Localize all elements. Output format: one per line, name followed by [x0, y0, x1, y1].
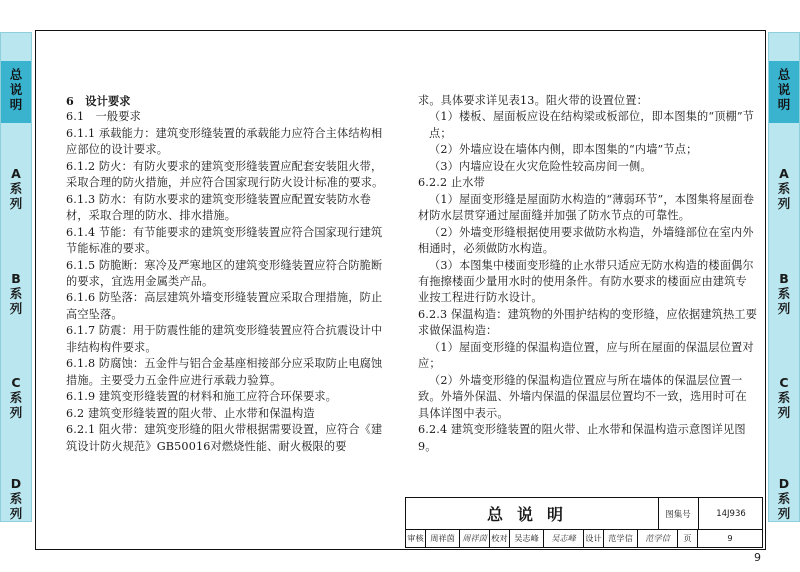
paragraph: 6.1.1 承载能力：建筑变形缝装置的承载能力应符合主体结构相应部位的设计要求。 — [66, 126, 383, 157]
design-label: 设计 — [584, 529, 604, 547]
signature-row — [406, 529, 762, 547]
paragraph: 6.1.9 建筑变形缝装置的材料和施工应符合环保要求。 — [66, 390, 338, 404]
paragraph: （1）屋面变形缝的保温构造位置，应与所在屋面的保温层位置对应； — [418, 340, 754, 371]
left-text-column — [66, 93, 389, 455]
atlas-number: 14J936 — [716, 508, 746, 519]
check-label: 校对 — [490, 529, 510, 547]
paragraph: （2）外墙应设在墙体内侧，即本图集的“内墙”节点； — [429, 143, 698, 157]
paragraph: 6.2.1 阻火带：建筑变形缝的阻火带根据需要设置，应符合《建筑设计防火规范》GB50016对燃烧性能、耐火极限的要 — [66, 423, 383, 453]
paragraph: 6.1 一般要求 — [66, 110, 141, 124]
paragraph: 6.2 建筑变形缝装置的阻火带、止水带和保温构造 — [66, 406, 315, 420]
paragraph: 求。具体要求详见表13。阻火带的设置位置： — [418, 94, 648, 107]
tab-series-a-right[interactable]: A 系 列 — [777, 166, 791, 211]
atlas-number-label: 图集号 — [658, 498, 699, 529]
checker-signature: 吴志峰 — [544, 529, 584, 547]
paragraph: 6.1.2 防火：有防火要求的建筑变形缝装置应配套安装阻火带，采取合理的防火措施，并应符合国家现行防火设计标准的要求。 — [66, 159, 384, 190]
sidebar-right — [768, 32, 800, 522]
paragraph: （1）楼板、屋面板应设在结构梁或板部位，即本图集的“顶棚”节点； — [429, 110, 755, 140]
tab-general-notes-right[interactable]: 总 说 明 — [769, 61, 799, 123]
designer-signature: 范学信 — [638, 529, 678, 547]
page-value: 9 — [727, 533, 733, 543]
checker-name: 吴志峰 — [510, 529, 544, 547]
tab-series-c-right[interactable]: C 系 列 — [777, 375, 791, 420]
page-label: 页 — [678, 529, 698, 547]
paragraph: 6.1.7 防震：用于防震性能的建筑变形缝装置应符合抗震设计中非结构构件要求。 — [66, 324, 383, 354]
right-text-column — [418, 93, 758, 455]
page-number: 9 — [754, 551, 761, 564]
tab-series-c[interactable]: C 系 列 — [9, 375, 23, 420]
paragraph: 6.2.4 建筑变形缝装置的阻火带、止水带和保温构造示意图详见图9。 — [418, 423, 746, 453]
sidebar-left — [0, 32, 32, 522]
paragraph: （2）外墙变形缝的保温构造位置应与所在墙体的保温层位置一致。外墙外保温、外墙内保温的保温层位置均不一致，选用时可在具体详图中表示。 — [418, 373, 747, 420]
tab-series-d-right[interactable]: D 系 列 — [777, 476, 791, 521]
reviewer-signature: 周祥茵 — [460, 529, 490, 547]
paragraph: 6.2.2 止水带 — [418, 176, 485, 190]
tab-series-b-right[interactable]: B 系 列 — [777, 271, 791, 316]
title-block — [405, 497, 763, 548]
paragraph: 6.1.3 防水：有防水要求的建筑变形缝装置应配置安装防水卷材，采取合理的防水、排水措施。 — [66, 192, 372, 223]
tab-series-d[interactable]: D 系 列 — [9, 476, 23, 521]
paragraph: （3）本图集中楼面变形缝的止水带只适应无防水构造的楼面偶尔有拖擦楼面少量用水时的使用条件。有防水要求的楼面应由建筑专业按工程进行防水设计。 — [418, 258, 754, 305]
title-row — [406, 498, 762, 530]
paragraph: 6.1.5 防脆断：寒冷及严寒地区的建筑变形缝装置应符合防脆断的要求，宜选用金属类产品。 — [66, 258, 383, 288]
tab-series-b[interactable]: B 系 列 — [9, 271, 23, 316]
section-heading: 6 设计要求 — [66, 94, 131, 108]
paragraph: （3）内墙应设在火灾危险性较高房间一侧。 — [429, 159, 652, 173]
paragraph: 6.1.4 节能：有节能要求的建筑变形缝装置应符合国家现行建筑节能标准的要求。 — [66, 225, 383, 256]
drawing-title: 总说明 — [406, 498, 659, 529]
review-label: 审核 — [406, 529, 426, 547]
paragraph: 6.1.6 防坠落：高层建筑外墙变形缝装置应采取合理措施，防止高空坠落。 — [66, 291, 383, 321]
tab-general-notes[interactable]: 总 说 明 — [1, 61, 31, 123]
paragraph: （1）屋面变形缝是屋面防水构造的“薄弱环节”，本图集将屋面卷材防水层贯穿通过屋面缝并加强了防水节点的可靠性。 — [418, 192, 755, 223]
reviewer-name: 周祥茵 — [426, 529, 460, 547]
paragraph: （2）外墙变形缝根据使用要求做防水构造，外墙缝部位在室内外相通时，必须做防水构造。 — [418, 225, 754, 256]
designer-name: 范学信 — [604, 529, 638, 547]
paragraph: 6.1.8 防腐蚀：五金件与铝合金基座相接部分应采取防止电腐蚀措施。主要受力五金件应进行承载力验算。 — [66, 357, 383, 387]
paragraph: 6.2.3 保温构造：建筑物的外围护结构的变形缝，应依据建筑热工要求做保温构造： — [418, 307, 758, 338]
tab-series-a[interactable]: A 系 列 — [9, 166, 23, 211]
